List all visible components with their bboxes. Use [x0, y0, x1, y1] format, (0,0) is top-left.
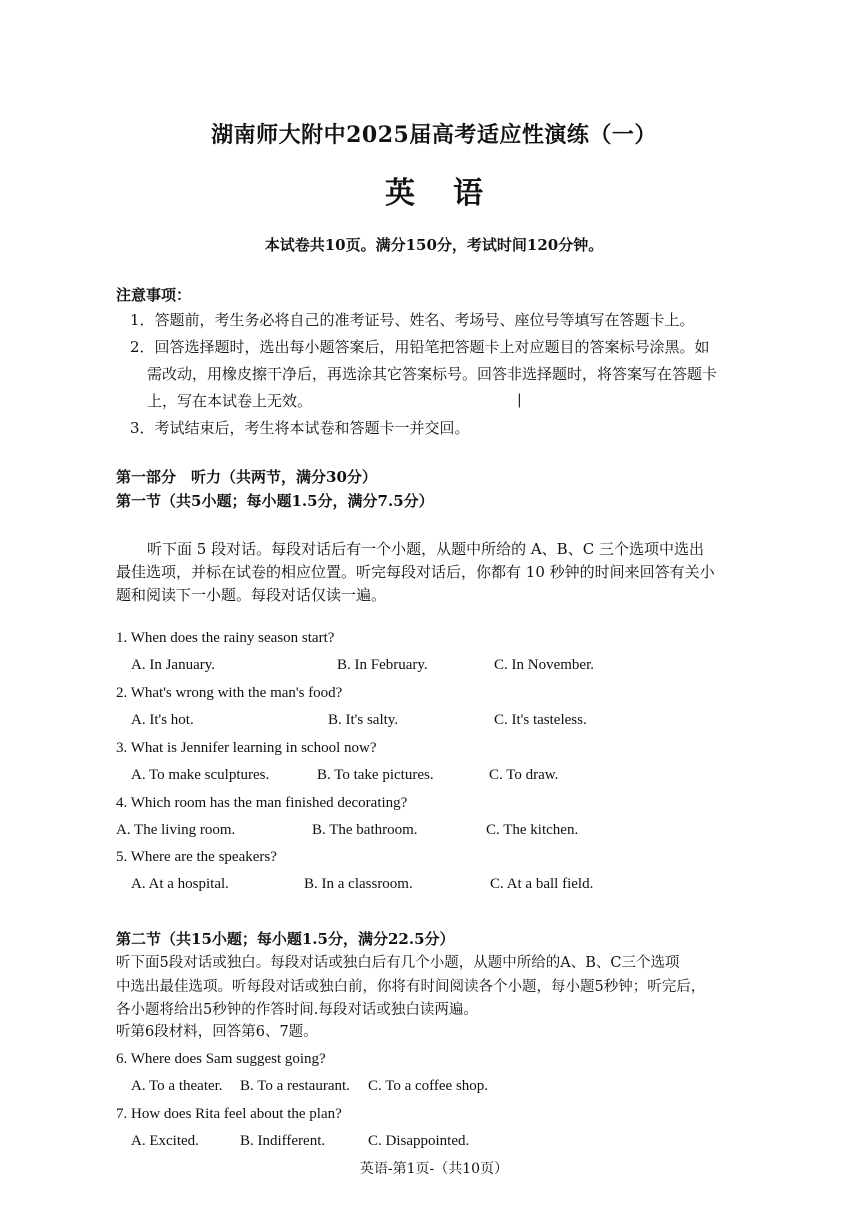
- part1-heading: 第一部分 听力（共两节，满分30分）: [116, 468, 377, 486]
- section2-instruction-line: 听下面5段对话或独白。每段对话或独白后有几个小题，从题中所给的A、B、C三个选项: [116, 955, 680, 971]
- question-stem: 7. How does Rita feel about the plan?: [116, 1106, 342, 1122]
- option-a: A. It's hot.: [131, 712, 194, 728]
- section1-instruction-line: 听下面 5 段对话。每段对话后有一个小题，从题中所给的 A、B、C 三个选项中选出: [147, 540, 704, 558]
- question-stem: 6. Where does Sam suggest going?: [116, 1051, 326, 1067]
- option-a: A. Excited.: [131, 1133, 199, 1149]
- option-c: C. In November.: [494, 657, 594, 673]
- note-item: 3．考试结束后，考生将本试卷和答题卡一并交回。: [130, 419, 470, 437]
- option-a: A. In January.: [131, 657, 216, 673]
- option-a: A. To make sculptures.: [131, 767, 270, 783]
- section2-instruction-line: 中选出最佳选项。听每段对话或独白前，你将有时间阅读各个小题，每小题5秒钟；听完后，: [116, 979, 706, 995]
- option-b: B. In February.: [337, 657, 428, 673]
- note-item: 1．答题前，考生务必将自己的准考证号、姓名、考场号、座位号等填写在答题卡上。: [130, 311, 695, 329]
- option-a: A. The living room.: [116, 822, 236, 838]
- option-b: B. In a classroom.: [304, 876, 413, 892]
- question-stem: 2. What's wrong with the man's food?: [116, 685, 343, 701]
- exam-info: 本试卷共10页。满分150分，考试时间120分钟。: [264, 236, 604, 254]
- section1-heading: 第一节（共5小题；每小题1.5分，满分7.5分）: [116, 492, 434, 510]
- option-b: B. It's salty.: [328, 712, 399, 728]
- subject-title: 英语: [385, 176, 521, 211]
- option-b: B. Indifferent.: [240, 1133, 326, 1149]
- question-stem: 4. Which room has the man finished decorating?: [116, 795, 408, 811]
- notes-heading: 注意事项：: [116, 286, 192, 304]
- section1-instruction-line: 题和阅读下一小题。每段对话仅读一遍。: [116, 586, 387, 604]
- stray-mark: |: [517, 392, 522, 408]
- option-b: B. To take pictures.: [317, 767, 434, 783]
- option-a: A. At a hospital.: [131, 876, 229, 892]
- option-c: C. It's tasteless.: [494, 712, 587, 728]
- question-stem: 1. When does the rainy season start?: [116, 630, 335, 646]
- option-b: B. To a restaurant.: [240, 1078, 350, 1094]
- option-a: A. To a theater.: [131, 1078, 223, 1094]
- question-stem: 3. What is Jennifer learning in school now?: [116, 740, 377, 756]
- option-c: C. To draw.: [489, 767, 559, 783]
- material-note: 听第6段材料，回答第6、7题。: [116, 1024, 318, 1040]
- note-item: 2．回答选择题时，选出每小题答案后，用铅笔把答题卡上对应题目的答案标号涂黑。如: [130, 338, 710, 356]
- option-c: C. Disappointed.: [368, 1133, 470, 1149]
- page-footer: 英语-第1页-（共10页）: [359, 1161, 509, 1177]
- section1-instruction-line: 最佳选项，并标在试卷的相应位置。听完每段对话后，你都有 10 秒钟的时间来回答有关小: [116, 563, 715, 581]
- section2-instruction-line: 各小题将给出5秒钟的作答时间.每段对话或独白读两遍。: [116, 1002, 478, 1018]
- exam-title: 湖南师大附中2025届高考适应性演练（一）: [211, 122, 657, 148]
- question-stem: 5. Where are the speakers?: [116, 849, 277, 865]
- note-item: 上，写在本试卷上无效。: [147, 392, 313, 410]
- note-item: 需改动，用橡皮擦干净后，再选涂其它答案标号。回答非选择题时，将答案写在答题卡: [147, 365, 718, 383]
- option-c: C. To a coffee shop.: [368, 1078, 489, 1094]
- option-c: C. The kitchen.: [486, 822, 579, 838]
- option-b: B. The bathroom.: [312, 822, 418, 838]
- option-c: C. At a ball field.: [490, 876, 594, 892]
- section2-heading: 第二节（共15小题；每小题1.5分，满分22.5分）: [116, 930, 455, 948]
